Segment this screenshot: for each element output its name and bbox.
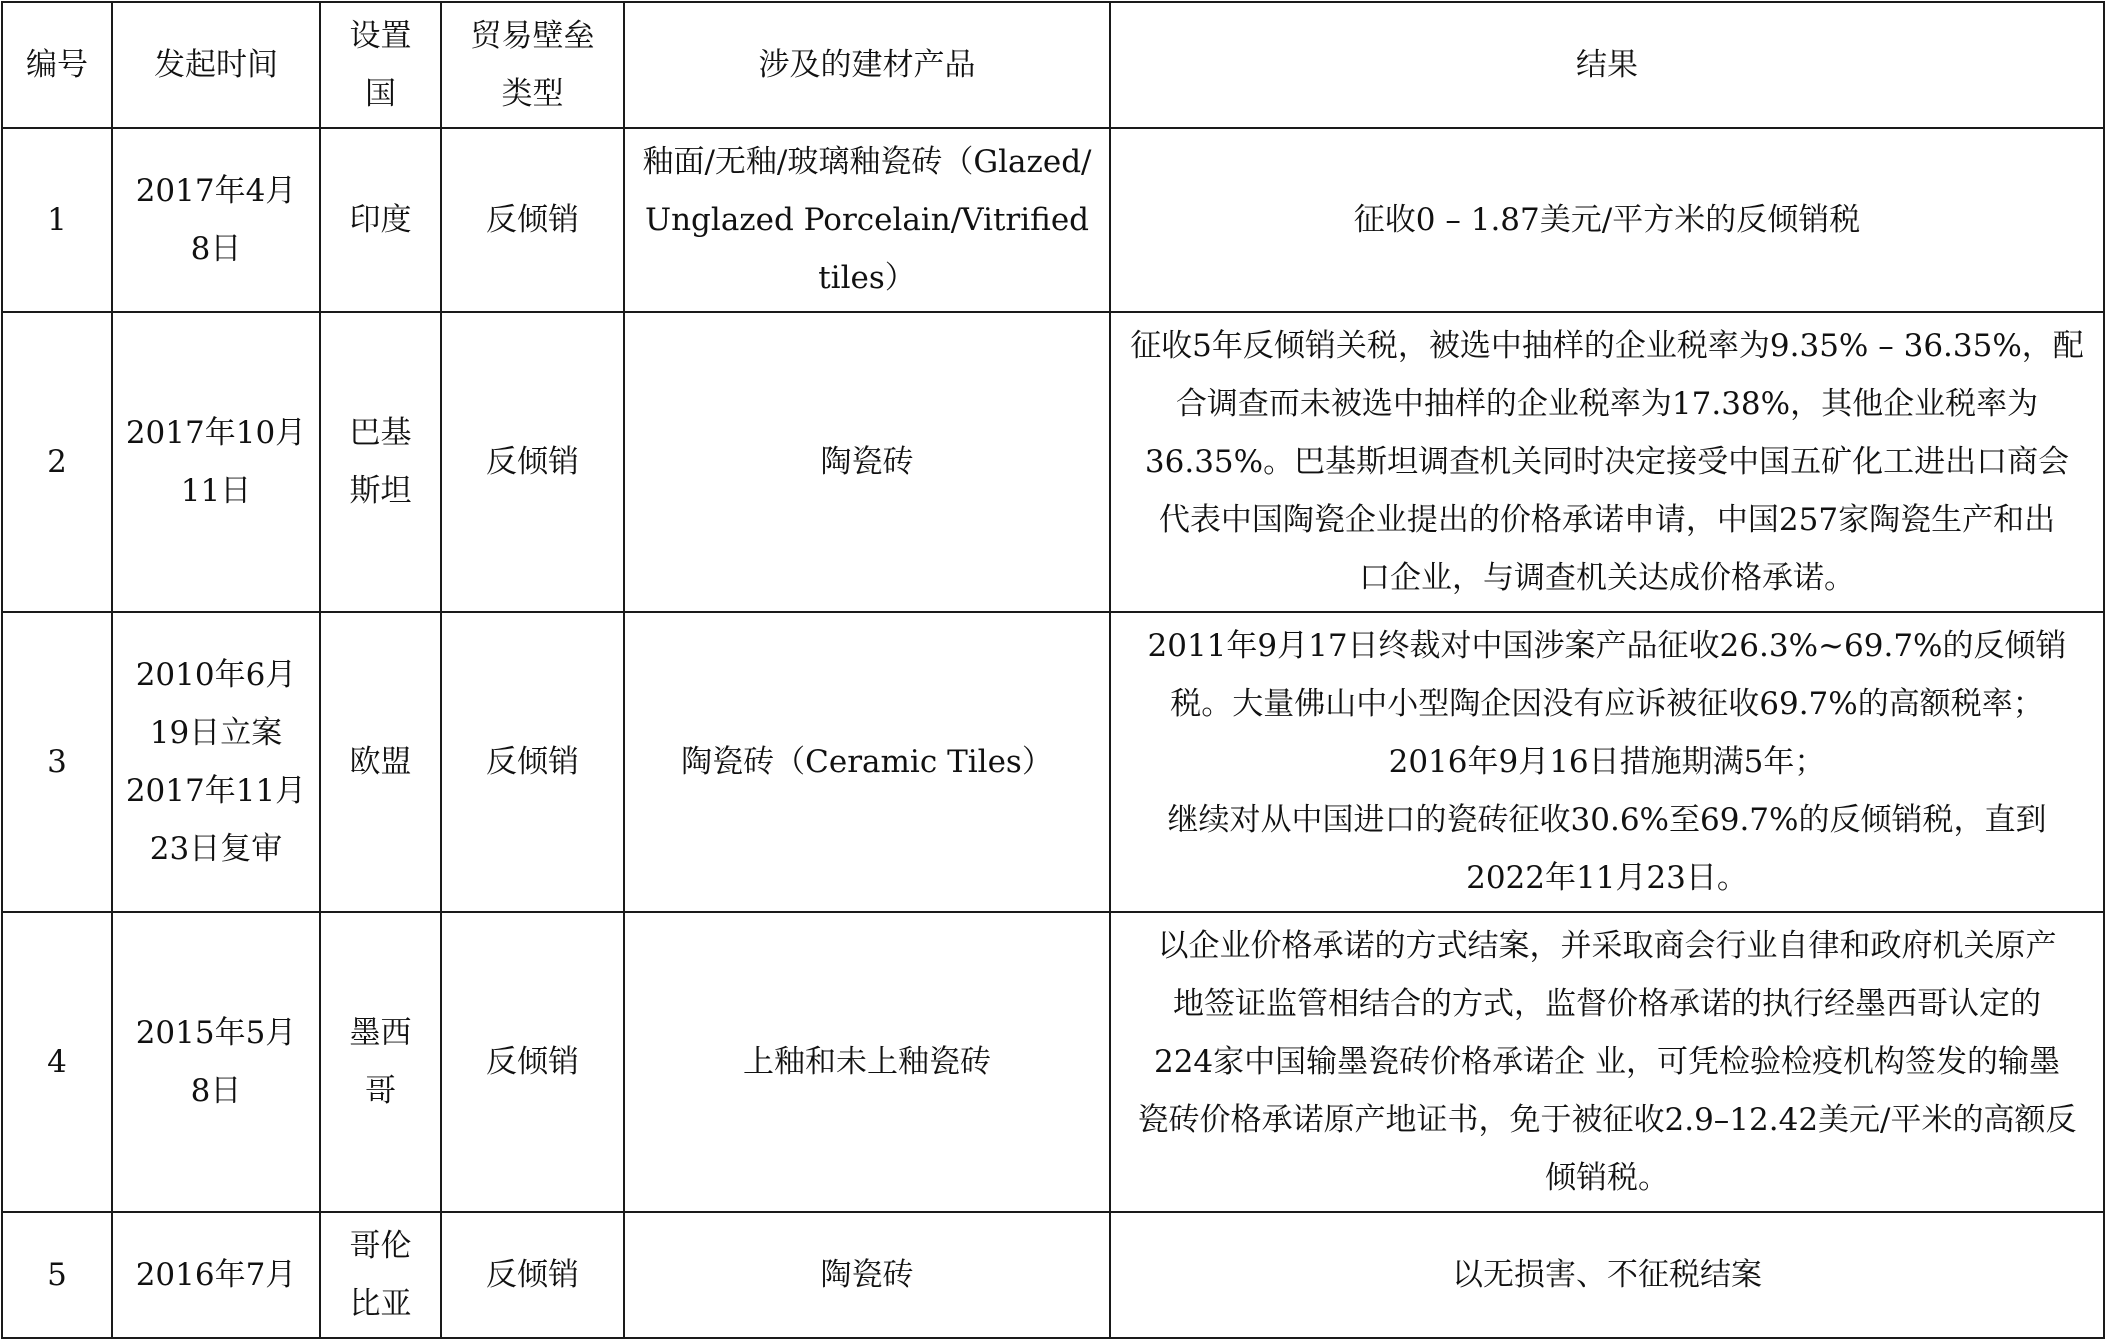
cell-start-date [112,912,320,1212]
cell-text: 反倾销 [486,202,579,238]
cell-text: 以无损害、不征税结案 [1452,1257,1762,1293]
cell-text: 2017年4月 [135,173,297,209]
cell-text: 以企业价格承诺的方式结案，并采取商会行业自律和政府机关原产 [1157,928,2057,964]
cell-text: 2022年11月23日。 [1466,860,1748,896]
cell-text: 哥伦 [349,1228,412,1264]
cell-country [320,912,441,1212]
cell-result [1110,1212,2104,1338]
cell-text: 陶瓷砖 [820,444,914,480]
cell-text: 代表中国陶瓷企业提出的价格承诺申请，中国257家陶瓷生产和出 [1158,502,2056,538]
cell-text: 征收5年反倾销关税，被选中抽样的企业税率为9.35% – 36.35%，配 [1130,328,2084,364]
header-country-text: 设置 [349,18,412,54]
header-start-date-text: 发起时间 [154,47,278,83]
cell-result [1110,912,2104,1212]
cell-result [1110,128,2104,312]
cell-products [624,612,1110,912]
cell-text: 2011年9月17日终裁对中国涉案产品征收26.3%~69.7%的反倾销 [1147,628,2067,664]
header-products [624,2,1110,128]
cell-text: 合调查而未被选中抽样的企业税率为17.38%，其他企业税率为 [1175,386,2039,422]
header-products-text: 涉及的建材产品 [758,47,976,83]
header-id-text: 编号 [26,47,88,83]
cell-text: 反倾销 [486,1257,579,1293]
cell-text: 陶瓷砖（Ceramic Tiles） [681,744,1053,780]
cell-barrier-type [441,612,624,912]
cell-text: 8日 [190,231,242,267]
cell-products [624,1212,1110,1338]
cell-text: 8日 [190,1073,242,1109]
cell-text: 上釉和未上釉瓷砖 [743,1044,991,1080]
header-id [2,2,112,128]
table-row [2,312,2104,612]
header-barrier-type-text: 类型 [501,76,564,112]
cell-products [624,312,1110,612]
cell-text: 反倾销 [486,444,579,480]
cell-text: 反倾销 [486,1044,579,1080]
table-row [2,912,2104,1212]
cell-barrier-type [441,128,624,312]
cell-text: 釉面/无釉/玻璃釉瓷砖（Glazed/ [642,144,1092,180]
cell-text: 5 [47,1257,67,1293]
cell-result [1110,312,2104,612]
cell-text: 反倾销 [486,744,579,780]
cell-text: 印度 [349,202,412,238]
cell-barrier-type [441,1212,624,1338]
cell-start-date [112,312,320,612]
header-country-text: 国 [365,76,396,112]
cell-start-date [112,128,320,312]
cell-text: 瓷砖价格承诺原产地证书，免于被征收2.9–12.42美元/平米的高额反 [1137,1102,2077,1138]
cell-text: 继续对从中国进口的瓷砖征收30.6%至69.7%的反倾销税，直到 [1167,802,2047,838]
cell-text: 口企业，与调查机关达成价格承诺。 [1359,560,1855,596]
cell-text: 2016年9月16日措施期满5年； [1388,744,1826,780]
header-start-date [112,2,320,128]
cell-text: 224家中国输墨瓷砖价格承诺企 业，可凭检验检疫机构签发的输墨 [1153,1044,2061,1080]
cell-text: 欧盟 [349,744,412,780]
table-row [2,1212,2104,1338]
cell-text: 2016年7月 [135,1257,297,1293]
header-barrier-type [441,2,624,128]
cell-country [320,312,441,612]
cell-text: 征收0 – 1.87美元/平方米的反倾销税 [1353,202,1861,238]
cell-start-date [112,1212,320,1338]
cell-text: 3 [47,744,67,780]
cell-result [1110,612,2104,912]
cell-id [2,128,112,312]
cell-id [2,912,112,1212]
cell-text: 地签证监管相结合的方式，监督价格承诺的执行经墨西哥认定的 [1173,986,2041,1022]
header-country [320,2,441,128]
cell-text: 斯坦 [349,473,412,509]
cell-text: 2010年6月 [135,657,297,693]
cell-start-date [112,612,320,912]
cell-country [320,128,441,312]
cell-text: 2015年5月 [135,1015,297,1051]
cell-text: 1 [47,202,67,238]
cell-id [2,312,112,612]
cell-id [2,612,112,912]
cell-text: 税。大量佛山中小型陶企因没有应诉被征收69.7%的高额税率； [1170,686,2044,722]
cell-text: 23日复审 [149,831,283,867]
cell-text: 2017年11月 [125,773,307,809]
header-result-text: 结果 [1576,47,1638,83]
cell-country [320,1212,441,1338]
cell-products [624,912,1110,1212]
cell-text: 倾销税。 [1545,1160,1669,1196]
cell-barrier-type [441,312,624,612]
cell-text: 陶瓷砖 [820,1257,914,1293]
header-barrier-type-text: 贸易壁垒 [470,18,595,54]
cell-text: 2017年10月 [125,415,307,451]
cell-text: 36.35%。巴基斯坦调查机关同时决定接受中国五矿化工进出口商会 [1144,444,2070,480]
cell-text: 2 [47,444,67,480]
table-row [2,128,2104,312]
header-result [1110,2,2104,128]
cell-barrier-type [441,912,624,1212]
cell-text: 巴基 [349,415,412,451]
cell-country [320,612,441,912]
cell-products [624,128,1110,312]
cell-text: 19日立案 [149,715,283,751]
cell-text: Unglazed Porcelain/Vitrified tiles） [644,202,1090,296]
cell-id [2,1212,112,1338]
cell-text: 哥 [365,1073,396,1109]
header-row [2,2,2104,128]
trade-barrier-table [1,1,2105,1339]
table-row [2,612,2104,912]
cell-text: 比亚 [349,1286,412,1322]
cell-text: 11日 [180,473,252,509]
cell-text: 墨西 [349,1015,412,1051]
cell-text: 4 [47,1044,67,1080]
